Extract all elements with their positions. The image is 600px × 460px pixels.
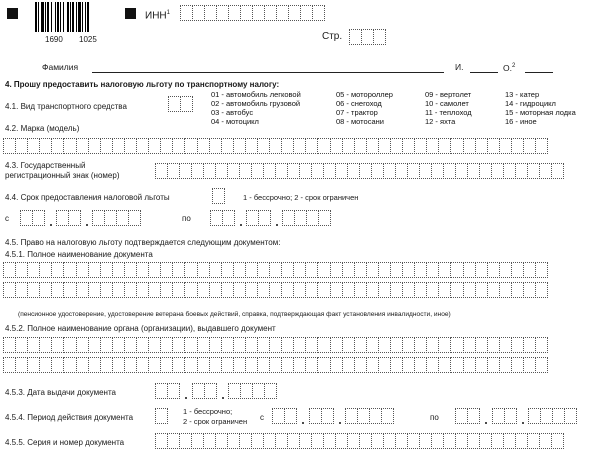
vehicle-code-item: 05 - мотороллер	[336, 90, 393, 99]
doc-name-row-2[interactable]	[3, 282, 547, 298]
date-separator	[185, 397, 187, 399]
inn-field[interactable]	[180, 5, 324, 21]
input-cell[interactable]	[467, 408, 480, 424]
input-cell[interactable]	[381, 408, 394, 424]
vehicle-code-item: 09 - вертолет	[425, 90, 472, 99]
date-separator	[240, 224, 242, 226]
date-separator	[276, 224, 278, 226]
from-month[interactable]	[56, 210, 80, 226]
from-day[interactable]	[20, 210, 44, 226]
vehicle-code-item: 14 - гидроцикл	[505, 99, 556, 108]
vehicle-code-item: 03 - автобус	[211, 108, 254, 117]
validity-from-month[interactable]	[309, 408, 333, 424]
initial-o-line[interactable]	[525, 72, 553, 73]
input-cell[interactable]	[167, 383, 180, 399]
date-separator	[222, 397, 224, 399]
vehicle-code-item: 01 - автомобиль легковой	[211, 90, 301, 99]
page-number-field[interactable]	[349, 29, 385, 45]
barcode-bar	[89, 2, 90, 32]
input-cell[interactable]	[535, 282, 548, 298]
date-separator	[339, 422, 341, 424]
input-cell[interactable]	[258, 210, 271, 226]
marker-square-left	[7, 8, 18, 19]
input-cell[interactable]	[535, 337, 548, 353]
period-type-field[interactable]	[212, 188, 224, 204]
from-label: с	[5, 214, 9, 223]
vehicle-code-item: 11 - теплоход	[425, 108, 472, 117]
issue-month[interactable]	[192, 383, 216, 399]
issue-year[interactable]	[228, 383, 276, 399]
input-cell[interactable]	[373, 29, 386, 45]
input-cell[interactable]	[32, 210, 45, 226]
date-separator	[302, 422, 304, 424]
series-field[interactable]	[155, 433, 563, 449]
date-separator	[485, 422, 487, 424]
input-cell[interactable]	[551, 433, 564, 449]
vehicle-code-item: 08 - мотосани	[336, 117, 384, 126]
issue-date-label: 4.5.3. Дата выдачи документа	[5, 388, 116, 397]
vehicle-code-item: 04 - мотоцикл	[211, 117, 259, 126]
vehicle-type-field[interactable]	[168, 96, 192, 112]
input-cell[interactable]	[128, 210, 141, 226]
regnum-label-2: регистрационный знак (номер)	[5, 171, 120, 180]
brand-field[interactable]	[3, 138, 547, 154]
validity-from-day[interactable]	[272, 408, 296, 424]
marker-square-right	[125, 8, 136, 19]
input-cell[interactable]	[180, 96, 193, 112]
vehicle-code-col-3	[425, 90, 472, 126]
to-year[interactable]	[282, 210, 330, 226]
vehicle-code-item: 06 - снегоход	[336, 99, 382, 108]
input-cell[interactable]	[264, 383, 277, 399]
vehicle-code-item: 15 - моторная лодка	[505, 108, 576, 117]
input-cell[interactable]	[535, 357, 548, 373]
validity-type-field[interactable]	[155, 408, 167, 424]
initial-i-label: И.	[455, 62, 464, 72]
input-cell[interactable]	[564, 408, 577, 424]
vehicle-code-item: 12 - яхта	[425, 117, 456, 126]
date-separator	[50, 224, 52, 226]
vehicle-code-item: 10 - самолет	[425, 99, 469, 108]
period-hint: 1 - бессрочно; 2 - срок ограничен	[243, 193, 359, 202]
series-label: 4.5.5. Серия и номер документа	[5, 438, 125, 447]
org-row-1[interactable]	[3, 337, 547, 353]
to-day[interactable]	[210, 210, 234, 226]
org-label: 4.5.2. Полное наименование органа (организации), выдавшего документ	[5, 324, 276, 333]
to-label: по	[182, 214, 191, 223]
period-label: 4.4. Срок предоставления налоговой льготы	[5, 193, 170, 202]
validity-to-month[interactable]	[492, 408, 516, 424]
date-separator	[522, 422, 524, 424]
doc-label: 4.5. Право на налоговую льготу подтверждается следующим документом:	[5, 238, 281, 247]
page-label: Стр.	[322, 31, 343, 42]
input-cell[interactable]	[284, 408, 297, 424]
section-4-title: 4. Прошу предоставить налоговую льготу по транспортному налогу:	[5, 80, 280, 89]
validity-label: 4.5.4. Период действия документа	[5, 413, 134, 422]
input-cell[interactable]	[551, 163, 564, 179]
issue-day[interactable]	[155, 383, 179, 399]
barcode-number-left: 1690	[45, 35, 63, 44]
input-cell[interactable]	[318, 210, 331, 226]
input-cell[interactable]	[504, 408, 517, 424]
brand-label: 4.2. Марка (модель)	[5, 124, 80, 133]
validity-from-year[interactable]	[345, 408, 393, 424]
input-cell[interactable]	[222, 210, 235, 226]
input-cell[interactable]	[212, 188, 225, 204]
vehicle-type-label: 4.1. Вид транспортного средства	[5, 102, 127, 111]
input-cell[interactable]	[204, 383, 217, 399]
validity-to-label: по	[430, 413, 439, 422]
vehicle-code-item: 07 - трактор	[336, 108, 378, 117]
input-cell[interactable]	[155, 408, 168, 424]
surname-label: Фамилия	[42, 62, 79, 72]
validity-to-year[interactable]	[528, 408, 576, 424]
vehicle-code-item: 13 - катер	[505, 90, 540, 99]
doc-name-row-1[interactable]	[3, 262, 547, 278]
validity-hint-1: 1 - бессрочно;	[183, 407, 233, 416]
input-cell[interactable]	[535, 138, 548, 154]
org-row-2[interactable]	[3, 357, 547, 373]
barcode	[35, 2, 103, 32]
input-cell[interactable]	[312, 5, 325, 21]
doc-name-label: 4.5.1. Полное наименование документа	[5, 250, 153, 259]
initial-i-line[interactable]	[470, 72, 498, 73]
input-cell[interactable]	[535, 262, 548, 278]
inn-label: ИНН$^1$	[145, 10, 170, 22]
vehicle-code-col-4	[505, 90, 576, 126]
vehicle-code-item: 16 - иное	[505, 117, 537, 126]
vehicle-code-item: 02 - автомобиль грузовой	[211, 99, 301, 108]
barcode-number-right: 1025	[79, 35, 97, 44]
vehicle-code-col-1	[211, 90, 301, 126]
validity-from-label: с	[260, 413, 264, 422]
date-separator	[86, 224, 88, 226]
validity-to-day[interactable]	[455, 408, 479, 424]
doc-name-hint: (пенсионное удостоверение, удостоверение ветерана боевых действий, справка, подтверждающая факт установления инвалидности, иное)	[18, 311, 451, 318]
regnum-field[interactable]	[155, 163, 563, 179]
regnum-label-1: 4.3. Государственный	[5, 161, 86, 170]
input-cell[interactable]	[321, 408, 334, 424]
vehicle-code-col-2	[336, 90, 393, 126]
validity-hint-2: 2 - срок ограничен	[183, 417, 248, 426]
from-year[interactable]	[92, 210, 140, 226]
input-cell[interactable]	[68, 210, 81, 226]
surname-line[interactable]	[92, 72, 444, 73]
initial-o-label: О.$^2$	[503, 62, 516, 73]
to-month[interactable]	[246, 210, 270, 226]
